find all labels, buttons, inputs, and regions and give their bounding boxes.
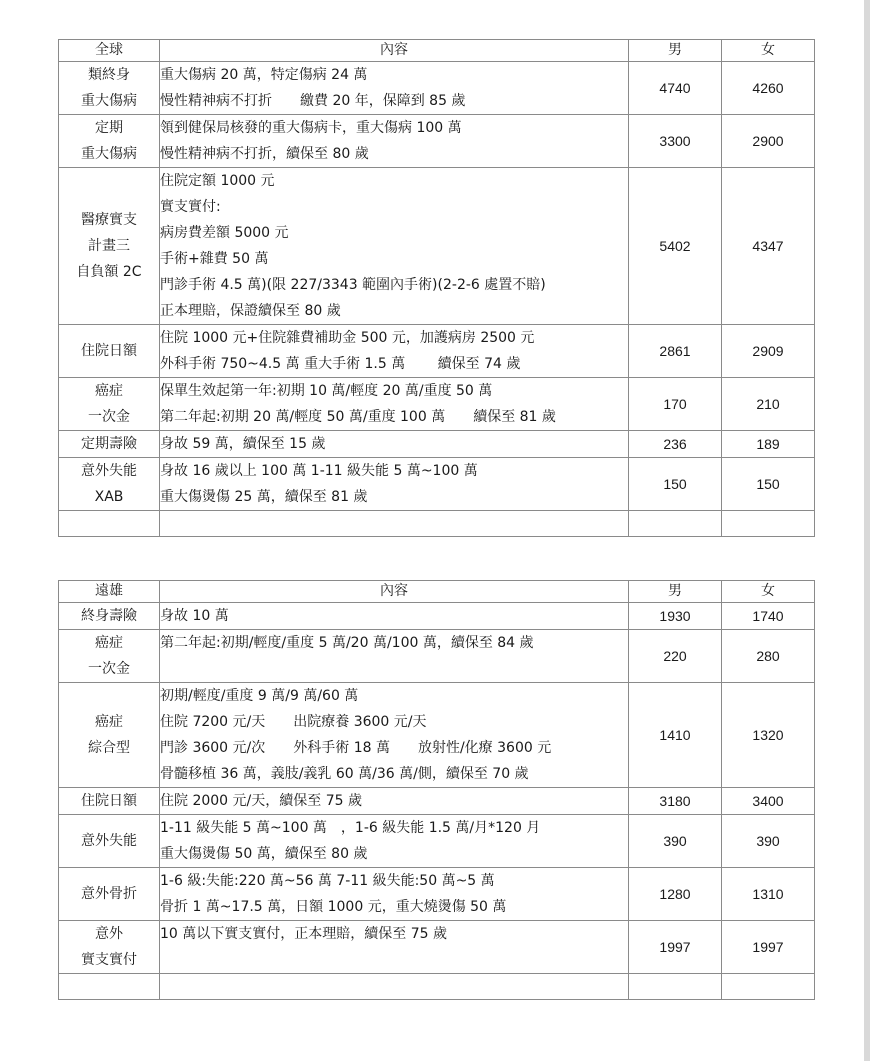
- content-line: 重大傷燙傷 50 萬，續保至 80 歲: [160, 846, 368, 862]
- plan-name: [59, 788, 160, 815]
- premium-male: 170: [629, 378, 722, 431]
- header-content: 內容: [160, 40, 629, 62]
- plan-name: [59, 458, 160, 511]
- plan-name-line: 癌症: [95, 714, 123, 730]
- empty-cell: [160, 511, 629, 537]
- content-line: 實支實付:: [160, 199, 221, 215]
- content-line: 住院 1000 元+住院雜費補助金 500 元，加護病房 2500 元: [160, 330, 535, 346]
- table-row: [59, 603, 815, 630]
- content-line: 身故 16 歲以上 100 萬 1-11 級失能 5 萬~100 萬: [160, 463, 478, 479]
- premium-male: 1280: [629, 868, 722, 921]
- plan-name-line: 意外骨折: [81, 886, 137, 902]
- content-line: 慢性精神病不打折 繳費 20 年，保障到 85 歲: [160, 93, 466, 109]
- content-line: 第二年起:初期/輕度/重度 5 萬/20 萬/100 萬，續保至 84 歲: [160, 635, 534, 651]
- header-male: 男: [629, 581, 722, 603]
- premium-male: 1410: [629, 683, 722, 788]
- header-content: 內容: [160, 581, 629, 603]
- table-row: [59, 325, 815, 378]
- premium-male: 390: [629, 815, 722, 868]
- plan-name: [59, 815, 160, 868]
- content-line: 1-11 級失能 5 萬~100 萬 ，1-6 級失能 1.5 萬/月*120 月: [160, 820, 541, 836]
- content-line: 10 萬以下實支實付，正本理賠，續保至 75 歲: [160, 926, 447, 942]
- content-line: 手術+雜費 50 萬: [160, 251, 269, 267]
- insurance-table-quanqiu: [58, 39, 815, 537]
- plan-name-line: 意外: [95, 926, 123, 942]
- table-row: [59, 431, 815, 458]
- content-line: 1-6 級:失能:220 萬~56 萬 7-11 級失能:50 萬~5 萬: [160, 873, 495, 889]
- table-row: [59, 62, 815, 115]
- table-row: [59, 115, 815, 168]
- table-row: [59, 921, 815, 974]
- content-line: 領到健保局核發的重大傷病卡，重大傷病 100 萬: [160, 120, 462, 136]
- plan-name-line: 癌症: [95, 383, 123, 399]
- plan-name-line: 重大傷病: [81, 146, 137, 162]
- table-row: [59, 378, 815, 431]
- plan-name: [59, 62, 160, 115]
- premium-female: 1320: [722, 683, 815, 788]
- premium-female: 390: [722, 815, 815, 868]
- header-company: 遠雄: [59, 581, 160, 603]
- table-row-empty: [59, 974, 815, 1000]
- header-female: 女: [722, 581, 815, 603]
- plan-name: [59, 168, 160, 325]
- plan-name-line: 住院日額: [81, 343, 137, 359]
- plan-content: [160, 62, 629, 115]
- plan-content: [160, 168, 629, 325]
- plan-name-line: XAB: [94, 489, 124, 505]
- premium-male: 150: [629, 458, 722, 511]
- content-line: 重大傷病 20 萬，特定傷病 24 萬: [160, 67, 368, 83]
- content-line: 慢性精神病不打折，續保至 80 歲: [160, 146, 369, 162]
- plan-content: [160, 431, 629, 458]
- premium-male: 4740: [629, 62, 722, 115]
- table-row: [59, 683, 815, 788]
- empty-cell: [59, 974, 160, 1000]
- plan-content: [160, 788, 629, 815]
- content-line: 身故 10 萬: [160, 608, 229, 624]
- empty-cell: [722, 511, 815, 537]
- content-line: 骨折 1 萬~17.5 萬，日額 1000 元，重大燒燙傷 50 萬: [160, 899, 507, 915]
- premium-female: 1740: [722, 603, 815, 630]
- premium-male: 1930: [629, 603, 722, 630]
- content-line: 住院 2000 元/天，續保至 75 歲: [160, 793, 362, 809]
- content-line: 骨髓移植 36 萬，義肢/義乳 60 萬/36 萬/側，續保至 70 歲: [160, 766, 529, 782]
- empty-cell: [59, 511, 160, 537]
- plan-name-line: 實支實付: [81, 952, 137, 968]
- plan-name: [59, 378, 160, 431]
- table-row: [59, 868, 815, 921]
- plan-name-line: 定期: [95, 120, 123, 136]
- premium-female: 3400: [722, 788, 815, 815]
- plan-name: [59, 431, 160, 458]
- plan-name-line: 醫療實支: [81, 212, 137, 228]
- plan-name-line: 一次金: [88, 409, 130, 425]
- premium-male: 2861: [629, 325, 722, 378]
- table-header-row: [59, 581, 815, 603]
- empty-cell: [160, 974, 629, 1000]
- page-right-edge: [864, 0, 870, 1061]
- plan-content: [160, 325, 629, 378]
- content-line: 保單生效起第一年:初期 10 萬/輕度 20 萬/重度 50 萬: [160, 383, 493, 399]
- plan-name-line: 綜合型: [88, 740, 130, 756]
- empty-cell: [629, 511, 722, 537]
- plan-content: [160, 378, 629, 431]
- content-line: 門診手術 4.5 萬)(限 227/3343 範圍內手術)(2-2-6 處置不賠): [160, 277, 546, 293]
- plan-name-line: 計畫三: [88, 238, 130, 254]
- header-female: 女: [722, 40, 815, 62]
- content-line: 住院 7200 元/天 出院療養 3600 元/天: [160, 714, 427, 730]
- header-company: 全球: [59, 40, 160, 62]
- content-line: 重大傷燙傷 25 萬，續保至 81 歲: [160, 489, 368, 505]
- table-row: [59, 815, 815, 868]
- content-line: 外科手術 750~4.5 萬 重大手術 1.5 萬 續保至 74 歲: [160, 356, 521, 372]
- plan-name-line: 自負額 2C: [76, 264, 142, 280]
- content-line: 病房費差額 5000 元: [160, 225, 289, 241]
- insurance-table-yuanxiong: [58, 580, 815, 1000]
- premium-male: 220: [629, 630, 722, 683]
- premium-female: 1997: [722, 921, 815, 974]
- plan-name-line: 類終身: [88, 67, 130, 83]
- plan-name-line: 住院日額: [81, 793, 137, 809]
- premium-female: 2900: [722, 115, 815, 168]
- premium-female: 4260: [722, 62, 815, 115]
- plan-content: [160, 630, 629, 683]
- plan-name: [59, 115, 160, 168]
- premium-female: 2909: [722, 325, 815, 378]
- premium-male: 3180: [629, 788, 722, 815]
- plan-name-line: 癌症: [95, 635, 123, 651]
- premium-female: 280: [722, 630, 815, 683]
- plan-content: [160, 458, 629, 511]
- table-row: [59, 630, 815, 683]
- content-line: 初期/輕度/重度 9 萬/9 萬/60 萬: [160, 688, 359, 704]
- content-line: 第二年起:初期 20 萬/輕度 50 萬/重度 100 萬 續保至 81 歲: [160, 409, 556, 425]
- content-line: 住院定額 1000 元: [160, 173, 275, 189]
- premium-female: 150: [722, 458, 815, 511]
- table-row: [59, 168, 815, 325]
- premium-female: 1310: [722, 868, 815, 921]
- plan-name: [59, 325, 160, 378]
- plan-content: [160, 115, 629, 168]
- plan-content: [160, 603, 629, 630]
- plan-name-line: 一次金: [88, 661, 130, 677]
- plan-name: [59, 603, 160, 630]
- content-line: 正本理賠，保證續保至 80 歲: [160, 303, 341, 319]
- premium-male: 5402: [629, 168, 722, 325]
- table-row: [59, 788, 815, 815]
- content-line: 門診 3600 元/次 外科手術 18 萬 放射性/化療 3600 元: [160, 740, 552, 756]
- header-male: 男: [629, 40, 722, 62]
- table-row: [59, 458, 815, 511]
- plan-name: [59, 921, 160, 974]
- plan-name-line: 定期壽險: [81, 436, 137, 452]
- plan-name-line: 意外失能: [81, 463, 137, 479]
- plan-name-line: 終身壽險: [81, 608, 137, 624]
- plan-name: [59, 630, 160, 683]
- premium-male: 1997: [629, 921, 722, 974]
- plan-name: [59, 683, 160, 788]
- plan-name-line: 重大傷病: [81, 93, 137, 109]
- premium-female: 4347: [722, 168, 815, 325]
- empty-cell: [629, 974, 722, 1000]
- plan-content: [160, 683, 629, 788]
- plan-content: [160, 868, 629, 921]
- premium-female: 189: [722, 431, 815, 458]
- content-line: [160, 656, 628, 682]
- table-header-row: [59, 40, 815, 62]
- plan-content: [160, 921, 629, 974]
- premium-male: 3300: [629, 115, 722, 168]
- plan-name: [59, 868, 160, 921]
- table-row-empty: [59, 511, 815, 537]
- plan-content: [160, 815, 629, 868]
- plan-name-line: 意外失能: [81, 833, 137, 849]
- premium-female: 210: [722, 378, 815, 431]
- empty-cell: [722, 974, 815, 1000]
- premium-male: 236: [629, 431, 722, 458]
- content-line: [160, 947, 628, 973]
- content-line: 身故 59 萬，續保至 15 歲: [160, 436, 326, 452]
